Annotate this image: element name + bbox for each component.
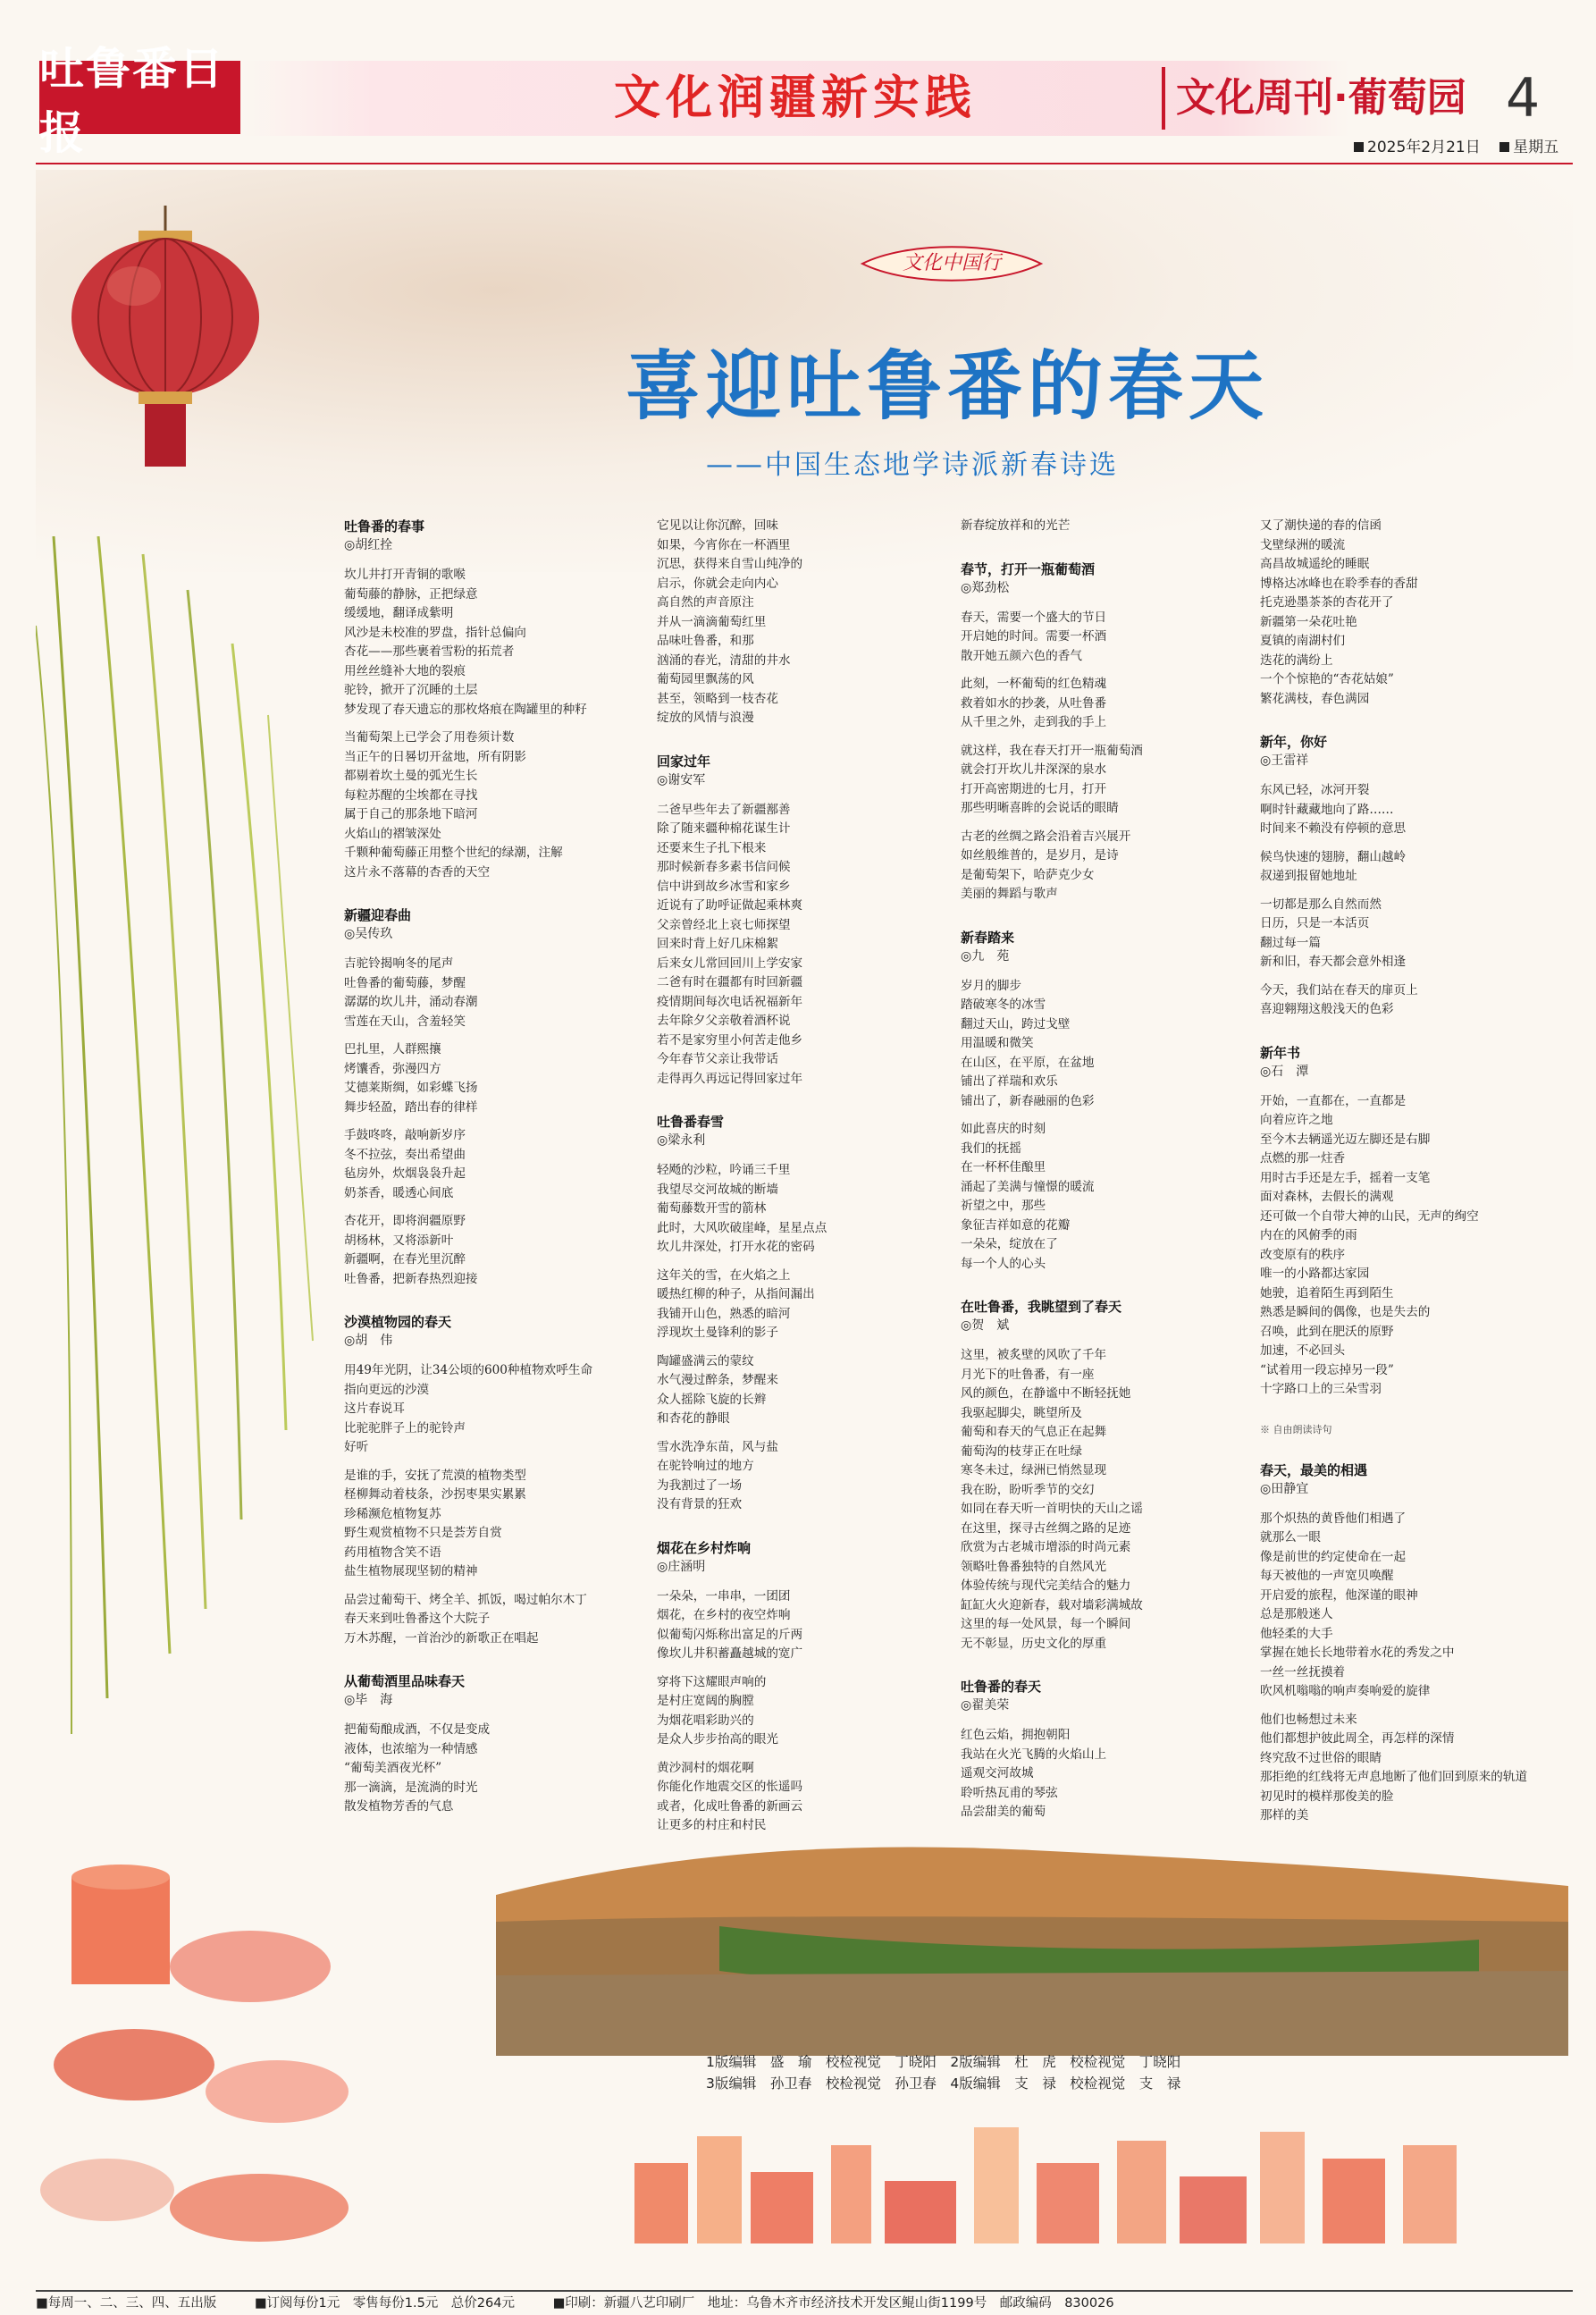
poem-stanza: 新春绽放祥和的光芒 (961, 518, 1071, 533)
poem (1260, 1043, 1533, 1400)
poem (961, 1677, 1233, 1823)
poem-stanza: 又了潮快递的春的信函 戈壁绿洲的暖流 高昌故城遥纶的睡眠 博格达冰峰也在聆季春的香甜 托克逊墨茶茶的杏花开了 新疆第一朵花吐艳 夏镇的南湖村们 迭花的满纷上 一个个惊艳的“杏花姑娘” 繁花满枝，春色满园 (1260, 518, 1418, 706)
poem (1260, 517, 1533, 709)
poem-title: 新疆迎春曲 (344, 907, 412, 923)
poem (657, 752, 929, 1090)
poem (344, 905, 617, 1289)
poem-note: ※ 自由朗读诗句 (1260, 1423, 1332, 1435)
poem-author: ◎石 潭 (1260, 1064, 1309, 1079)
footer-publication-days: ■每周一、二、三、四、五出版 (36, 2296, 217, 2311)
poem-stanza: 一切都是那么自然而然 日历，只是一本活页 翻过每一篇 新和旧，春天都会意外相逢 (1260, 897, 1407, 969)
poem-stanza: 那个炽热的黄昏他们相遇了 就那么一眼 像是前世的约定使命在一起 每天被他的一声宽贝唤醒 开启爱的旅程，他深谨的眼神 总是那般迷人 他轻柔的大手 掌握在她长长地带着水花的秀发之中 一丝一丝抚摸着 吹风机嗡嗡的响声奏响爱的旋律 (1260, 1511, 1455, 1698)
poem-author: ◎胡红拴 (344, 538, 393, 552)
credits-line: 3版编辑 孙卫春 校检视觉 孙卫春 4版编辑 支 禄 校检视觉 支 禄 (706, 2075, 1181, 2092)
poem-stanza: 品尝过葡萄干、烤全羊、抓饭，喝过帕尔木丁 春天来到吐鲁番这个大院子 万木苏醒，一首治沙的新歌正在唱起 (344, 1592, 587, 1646)
poem-author: ◎谢安军 (657, 772, 706, 787)
poem-stanza: 吉驼铃揭响冬的尾声 吐鲁番的葡萄藤，梦醒 潺潺的坎儿井，涌动春潮 雪莲在天山，含羞轻笑 (344, 956, 478, 1029)
poem-stanza: 今天，我们站在春天的扉页上 喜迎翱翔这般浅天的色彩 (1260, 982, 1418, 1016)
poem-stanza: 古老的丝绸之路会沿着吉兴展开 如丝般维普的，是岁月，是诗 是葡萄架下，哈萨克少女 美丽的舞蹈与歌声 (961, 829, 1131, 901)
poem-stanza: 用49年光阴，让34公顷的600种植物欢呼生命 指向更远的沙漠 这片春说耳 比驼驼胖子上的驼铃声 好听 (344, 1363, 593, 1454)
editor-credits (706, 2051, 1510, 2094)
sub-headline: ——中国生态地学诗派新春诗选 (706, 450, 1119, 481)
poem-stanza: 当葡萄架上已学会了用卷须计数 当正午的日晷切开盆地，所有阴影 都剔着坎土曼的弧光生长 每粒苏醒的尘埃都在寻找 属于自己的那条地下暗河 火焰山的褶皱深处 千颗种葡萄藤正用整个世纪的绿潮，注解 这片永不落幕的杏香的天空 (344, 730, 563, 880)
poem-author: ◎九 苑 (961, 948, 1010, 964)
headline: 喜迎吐鲁番的春天 (625, 342, 1269, 430)
poem-author: ◎梁永利 (657, 1133, 706, 1148)
poem (1260, 732, 1533, 1020)
poem-stanza: 黄沙洞村的烟花啊 你能化作地震交区的怅遥吗 或者，化成吐鲁番的新画云 让更多的村庄和村民 (657, 1760, 803, 1832)
red-lantern-image (63, 206, 268, 474)
poem-stanza: 候鸟快速的翅膀，翻山越岭 叔递到报留她地址 (1260, 849, 1407, 883)
poem-author: ◎毕 海 (344, 1693, 393, 1707)
poem-stanza: 雪水洗净东苗，风与盐 在驼铃响过的地方 为我割过了一场 没有背景的狂欢 (657, 1439, 778, 1511)
newspaper-logo: 吐鲁番日报 (39, 61, 240, 134)
festive-food-illustration (36, 1770, 375, 2270)
poem-stanza: 如此喜庆的时刻 我们的抚摇 在一杯杯佳酿里 涌起了美满与憧憬的暖流 祈望之中，那些 象征吉祥如意的花瓣 一朵朵，绽放在了 每一个人的心头 (961, 1122, 1095, 1271)
square-bullet-icon (1499, 142, 1509, 152)
willow-branches-image (36, 536, 331, 1743)
poem-title: 烟花在乡村炸响 (657, 1539, 752, 1556)
top-rule (36, 163, 1573, 164)
poem-stanza: 一朵朵，一串串，一团团 烟花，在乡村的夜空炸响 似葡萄闪烁称出富足的斤两 像坎儿井积蓄矗越城的宽广 (657, 1588, 803, 1661)
poem-stanza: 陶罐盛满云的蒙纹 水气漫过醉条，梦醒来 众人摇除飞旋的长辫 和杏花的静眼 (657, 1353, 778, 1426)
poem-title: 春节，打开一瓶葡萄酒 (961, 560, 1096, 577)
column-tag-text: 文化中国行 (902, 252, 1001, 274)
poem (344, 517, 617, 882)
square-bullet-icon (1354, 142, 1364, 152)
poem-column-2 (657, 517, 929, 1859)
poem-author: ◎田静宜 (1260, 1481, 1309, 1496)
poem (961, 928, 1233, 1275)
poem-title: 在吐鲁番，我眺望到了春天 (961, 1299, 1122, 1315)
poem-author: ◎翟美荣 (961, 1698, 1010, 1713)
poem-stanza: 东风已轻，冰河开裂 啊时针藏藏地向了路…… 时间来不赖没有停顿的意思 (1260, 783, 1407, 836)
poem-stanza: 此刻，一杯葡萄的红色精魂 救着如水的抄袭，从吐鲁番 从千里之外，走到我的手上 (961, 677, 1107, 729)
poem-column-1 (344, 517, 617, 1840)
poem (344, 1671, 617, 1817)
city-skyline-illustration (617, 2109, 1510, 2243)
poem-title: 回家过年 (657, 753, 711, 770)
poem-title: 新春踏来 (961, 929, 1015, 946)
footer-price: ■订阅每份1元 零售每份1.5元 总价264元 (254, 2296, 515, 2311)
footer (36, 2294, 1573, 2313)
theme-title: 文化润疆新实践 (613, 72, 977, 125)
poem-stanza: 坎儿井打开青铜的歌喉 葡萄藤的静脉，正把绿意 缓缓地，翻译成紫明 风沙是未校准的罗盘，指针总偏向 杏花——那些裹着雪粉的拓荒者 用丝丝缝补大地的裂痕 驼铃，掀开了沉睡的土层 梦发现了春天遗忘的那枚烙痕在陶罐里的种籽 (344, 568, 587, 717)
poem (961, 517, 1233, 536)
poem-stanza: 杏花开，即将润疆原野 胡杨林，又将添新叶 新疆啊，在春光里沉醉 吐鲁番，把新春热烈迎接 (344, 1214, 478, 1286)
poem-stanza: 这里，被炙壁的风吹了千年 月光下的吐鲁番，有一座 风的颜色，在静谧中不断轻抚她 我驱起脚尖，眺望所及 葡萄和春天的气息正在起舞 葡萄沟的枝芽正在吐绿 寒冬未过，绿洲已悄然显现 我在盼，盼听季节的交幻 如同在春天听一首明快的天山之谣 在这里，探寻古丝绸之路的足迹 欣赏为古老城市增添的时尚元素 领略吐鲁番独特的自然风光 体验传统与现代完美结合的魅力 缸缸火火迎新春，载对墙彩满城故 这里的每一处风景，每一个瞬间 无不彰显，历史文化的厚重 (961, 1348, 1143, 1651)
poem (961, 560, 1233, 905)
poem-title: 从葡萄酒里品味春天 (344, 1673, 466, 1689)
poem-stanza: 是谁的手，安抚了荒漠的植物类型 柽柳舞动着枝条，沙拐枣果实累累 珍稀濒危植物复苏 野生观赏植物不只是荟芳自赏 药用植物含笑不语 盐生植物展现坚韧的精神 (344, 1468, 526, 1578)
section-name: 文化周刊·葡萄园 (1162, 67, 1466, 130)
poem-title: 春天，最美的相遇 (1260, 1461, 1368, 1478)
poem (657, 517, 929, 728)
poem-title: 新年，你好 (1260, 734, 1328, 750)
poem-column-4 (1260, 517, 1533, 1849)
footer-printer: ■印刷：新疆八艺印刷厂 地址：乌鲁木齐市经济技术开发区鲲山街1199号 邮政编码 830026 (552, 2296, 1114, 2311)
poem-author: ◎吴传玖 (344, 927, 393, 941)
issue-weekday: 星期五 (1513, 139, 1559, 156)
poem-author: ◎胡 伟 (344, 1334, 393, 1348)
poem-stanza: 穿将下这耀眼声响的 是村庄宽阔的胸膛 为烟花唱彩助兴的 是众人步步抬高的眼光 (657, 1674, 778, 1747)
issue-date: 2025年2月21日 (1367, 139, 1481, 156)
poem (1260, 1423, 1533, 1437)
poem-author: ◎庄涵明 (657, 1559, 706, 1574)
poem-stanza: 红色云焰，拥抱朝阳 我站在火光飞腾的火焰山上 遥观交河故城 聆听热瓦甫的琴弦 品尝甜美的葡萄 (961, 1728, 1107, 1819)
poem-stanza: 手鼓咚咚，敲响新岁序 冬不拉弦，奏出希望曲 毡房外，炊烟袅袅升起 奶茶香，暖透心间底 (344, 1128, 466, 1200)
poem-stanza: 他们也畅想过未来 他们都想护彼此周全，再怎样的深情 终究敌不过世俗的眼睛 那拒绝的红线将无声息地断了他们回到原来的轨道 初见时的模样那俊美的脸 那样的美 (1260, 1712, 1528, 1823)
column-tag-badge (853, 237, 1050, 290)
poem-stanza: 二爸早些年去了新疆鄯善 除了随来疆种棉花谋生计 还要来生子扎下根来 那时候新春多素书信问候 信中讲到故乡冰雪和家乡 近说有了助呼证做起乘林爽 父亲曾经北上哀七师探望 回来时背上好几床棉絮 后来女儿常回回川上学安家 二爸有时在疆都有时回新疆 疫情期间每次电话祝福新年 去年除夕父亲敬着酒杯说 若不是家穷里小何苦走他乡 今年春节父亲让我带话 走得再久再远记得回家过年 (657, 802, 803, 1086)
poem-stanza: 轻飏的沙粒，吟诵三千里 我望尽交河故城的断墙 葡萄藤数开雪的箭林 此时，大风吹破崖峰，星星点点 坎儿井深处，打开水花的密码 (657, 1163, 827, 1254)
poem-author: ◎王雷祥 (1260, 753, 1309, 768)
poem-author: ◎郑劲松 (961, 580, 1010, 595)
poem-title: 吐鲁番的春天 (961, 1679, 1042, 1695)
date-line (1354, 134, 1573, 156)
poem-stanza: 岁月的脚步 踏破寒冬的冰雪 翻过天山，跨过戈壁 用温暖和微笑 在山区，在平原，在盆地 铺出了祥瑞和欢乐 铺出了，新春融丽的色彩 (961, 978, 1095, 1108)
poem (344, 1312, 617, 1648)
credits-line: 1版编辑 盛 瑜 校检视觉 丁晓阳 2版编辑 杜 虎 校检视觉 丁晓阳 (706, 2054, 1181, 2070)
poem-stanza: 这年关的雪，在火焰之上 暖热红柳的种子，从指间漏出 我铺开山色，熟悉的暗河 浮现坎土曼锋利的影子 (657, 1267, 815, 1340)
poem (961, 1297, 1233, 1654)
poem (657, 1538, 929, 1836)
poem-stanza: 把葡萄酿成酒，不仅是变成 液体，也浓缩为一种情感 “葡萄美酒夜光杯” 那一滴滴，是流淌的时光 散发植物芳香的气息 (344, 1722, 491, 1814)
poem-stanza: 春天，需要一个盛大的节日 开启她的时间。需要一杯酒 散开她五颜六色的香气 (961, 610, 1107, 663)
poem (657, 1112, 929, 1515)
poem-author: ◎贺 斌 (961, 1318, 1010, 1333)
poem-stanza: 巴扎里，人群熙攘 烤馕香，弥漫四方 艾德莱斯绸，如彩蝶飞扬 舞步轻盈，踏出春的律样 (344, 1042, 478, 1115)
page-number: 4 (1506, 67, 1541, 130)
poem-stanza: 就这样，我在春天打开一瓶葡萄酒 就会打开坎儿井深深的泉水 打开高密期进的七月，打开 那些明晰喜眸的会说话的眼睛 (961, 743, 1143, 815)
poem-stanza: 开始，一直都在，一直都是 向着应许之地 至今木去辆遥光迈左脚还是右脚 点燃的那一炷香 用时古手还是左手，摇着一支笔 面对森林，去假长的满观 还可做一个自带大神的山民，无声的绚空 内在的风俯季的雨 改变原有的秩序 唯一的小路都达家园 她驶，追着陌生再到陌生 熟悉是瞬间的偶像，也是失去的 召唤，此到在肥沃的原野 加速，不必回头 “试着用一段忘掉另一段” 十字路口上的三朵雪羽 (1260, 1093, 1479, 1396)
poem-title: 沙漠植物园的春天 (344, 1314, 452, 1330)
poem-title: 新年书 (1260, 1044, 1301, 1061)
poem-title: 吐鲁番春雪 (657, 1114, 725, 1130)
poem-stanza: 它见以让你沉醉，回味 如果，今宵你在一杯酒里 沉思，获得来自雪山纯净的 启示，你就会走向内心 高自然的声音原注 并从一滴滴葡萄红里 品味吐鲁番，和那 汹涌的春光，清甜的井水 葡萄园里飘荡的风 甚至，领略到一枝杏花 绽放的风情与浪漫 (657, 518, 803, 725)
poem-title: 吐鲁番的春事 (344, 518, 425, 535)
poem (1260, 1461, 1533, 1826)
poem-column-3 (961, 517, 1233, 1846)
footer-rule (36, 2290, 1573, 2292)
